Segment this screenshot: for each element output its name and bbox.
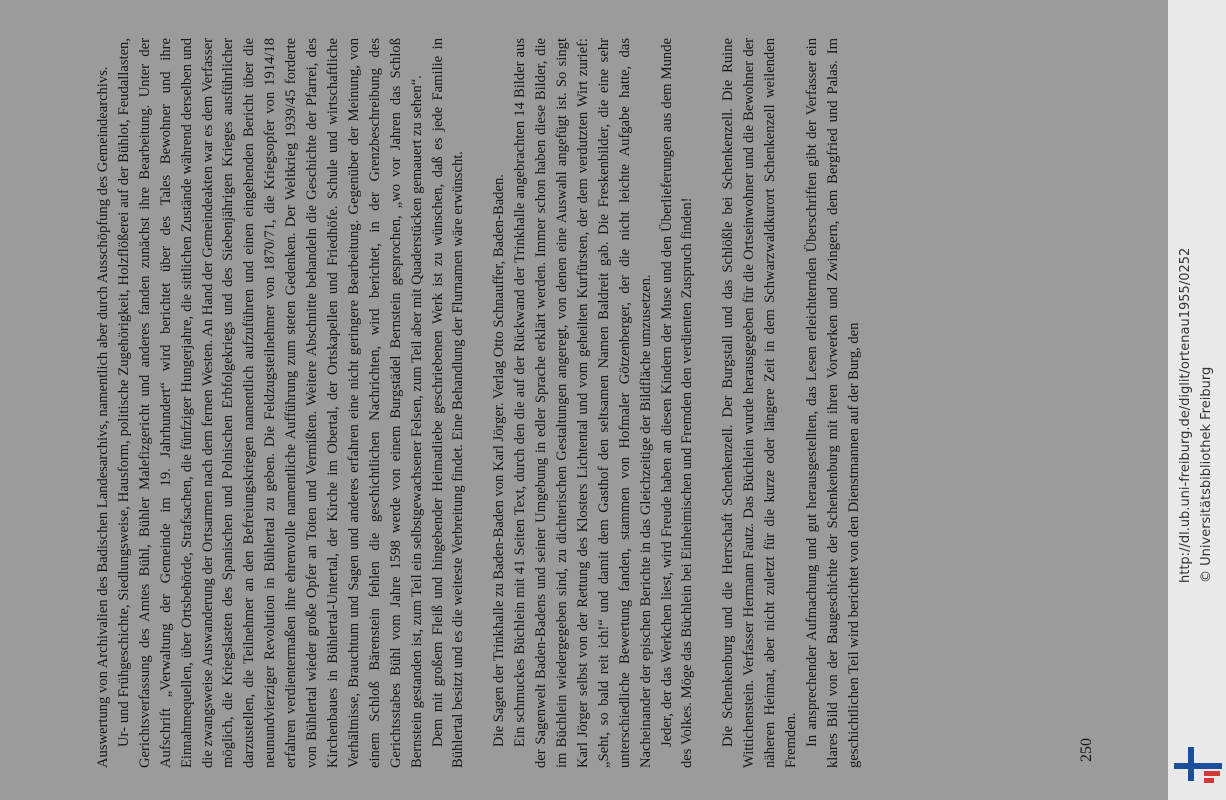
paragraph: Jeder, der das Werkchen liest, wird Freude haben an diesen Kindern der Muse und den Überlieferungen aus dem Munde des Volkes. Möge das Büchlein bei Einheimischen und Fremden den verdienten Zuspruch finden! [658,38,696,768]
library-logo-icon [1174,747,1222,787]
paragraph: In ansprechender Aufmachung und gut herausgestellten, das Lesen erleichternden Überschriften gibt der Verfasser ein klares Bild von der Baugeschichte der Schenkenburg mit ihren Vorwerken und Zwingern, dem Bergfried und Palas. Im geschichtlichen Teil wird berichtet von den Dienstmannen auf der Burg, den [804,38,862,768]
paragraph: Ein schmuckes Büchlein mit 41 Seiten Text, durch den die auf der Rückwand der Trinkhalle angebrachten 14 Bilder aus der Sagenwelt Baden-Badens und seiner Umgebung in edler Sprache erklärt werden. Immer schon haben diese Bilder, die im Büchlein wiedergegeben sind, zu dichterischen Gestaltungen angeregt, von denen eine Auswahl angefügt ist. So singt Karl Jörger selbst von der Rettung des Klosters Lichtental und vom geheilten Kurfürsten, der dem verdutzten Wirt zurief: „Seht, so bald reit ich!“ und damit dem Gasthof den seltsamen Namen Baldreit gab. Die Freskenbilder, die eine sehr unterschiedliche Bewertung fanden, stammen von Hofmaler Götzenberger, der die nicht leichte Aufgabe hatte, das Nacheinander der epischen Berichte in das Gleichzeitige der Bildfläche umzusetzen. [512,38,654,768]
body-text [93,38,865,768]
paragraph: Die Sagen der Trinkhalle zu Baden-Baden von Karl Jörger. Verlag Otto Schnauffer, Baden-Baden. [491,174,508,747]
paragraph-gap [469,38,489,768]
page-number: 250 [1078,738,1095,762]
paragraph: Dem mit großem Fleiß und hingebender Heimatliebe geschriebenen Werk ist zu wünschen, daß es jede Familie in Bühlertal besitzt und es die weiteste Verbreitung findet. Eine Behandlung der Flurnamen wäre erwünscht. [429,38,467,768]
paragraph: Ur- und Frühgeschichte, Siedlungsweise, Hausform, politische Zugehörigkeit, Holzflößerei auf der Bühlot, Feudallasten, Gerichtsverfassung des Amtes Bühl, Bühler Malefizgericht und anderes fanden zunächst ihre Bearbeitung. Unter der Aufschrift „Verwaltung der Gemeinde im 19. Jahrhundert“ wird berichtet über des Tales Bewohner und ihre Einnahmequellen, über Ortsbehörde, Strafsachen, die fünfziger Hungerjahre, die sittlichen Zustände während derselben und die zwangsweise Auswanderung der Ortsarmen nach dem fernen Westen. An Hand der Gemeindeakten war es dem Verfasser möglich, die Kriegslasten des Spanischen und Polnischen Erbfolgekriegs und des Siebenjährigen Krieges ausführlicher darzustellen, die Teilnehmer an den Befreiungskriegen namentlich aufzuführen und einen eingehenden Bericht über die neunundvierziger Revolution in Bühlertal zu geben. Die Feldzugsteilnehmer von 1870/71, die Kriegsopfer von 1914/18 erfahren verdientermaßen ihre ehrenvolle namentliche Aufführung zum steten Gedenken. Der Weltkrieg 1939/45 forderte von Bühlertal wieder große Opfer an Toten und Vermißten. Weitere Abschnitte behandeln die Geschichte der Pfarrei, des Kirchenbaues in Bühlertal-Untertal, der Kirche im Obertal, der Ortskapellen und Friedhöfe. Schule und wirtschaftliche Verhältnisse, Brauchtum und Sagen und anderes erfahren eine nicht geringere Bearbeitung. Gegenüber der Meinung, von einem Schloß Bärenstein fehlen die geschichtlichen Nachrichten, wird berichtet, in der Grenzbeschreibung des Gerichtsstabes Bühl vom Jahre 1598 werde von einem Burgstädel Bernstein gesprochen, „wo vor Jahren das Schloß Bernstein gestanden ist, zum Teil ein selbstgewachsener Felsen, zum Teil aber mit Quaderstücken gemauert zu sehen“. [115,38,425,768]
paragraph: Auswertung von Archivalien des Badischen Landesarchivs, namentlich aber durch Ausschöpfung des Gemeindearchivs. [95,66,111,768]
sidebar-rotated-content [1168,0,1226,800]
source-url[interactable]: http://dl.ub.uni-freiburg.de/diglit/ortenau1955/0252 [1178,247,1193,583]
copyright-notice: © Universitätsbibliothek Freiburg [1199,366,1214,583]
paragraph-gap [698,38,718,768]
viewer-sidebar [1168,0,1226,800]
paragraph: Die Schenkenburg und die Herrschaft Schenkenzell. Der Burgstall und das Schlößle bei Schenkenzell. Die Ruine Wittichenstein. Verfasser Hermann Fautz. Das Büchlein wurde herausgegeben für die Ortseinwohner und die Bewohner der näheren Heimat, aber nicht zuletzt für die kurze oder längere Zeit in dem Schwarzwaldkurort Schenkenzell weilenden Fremden. [720,38,800,768]
